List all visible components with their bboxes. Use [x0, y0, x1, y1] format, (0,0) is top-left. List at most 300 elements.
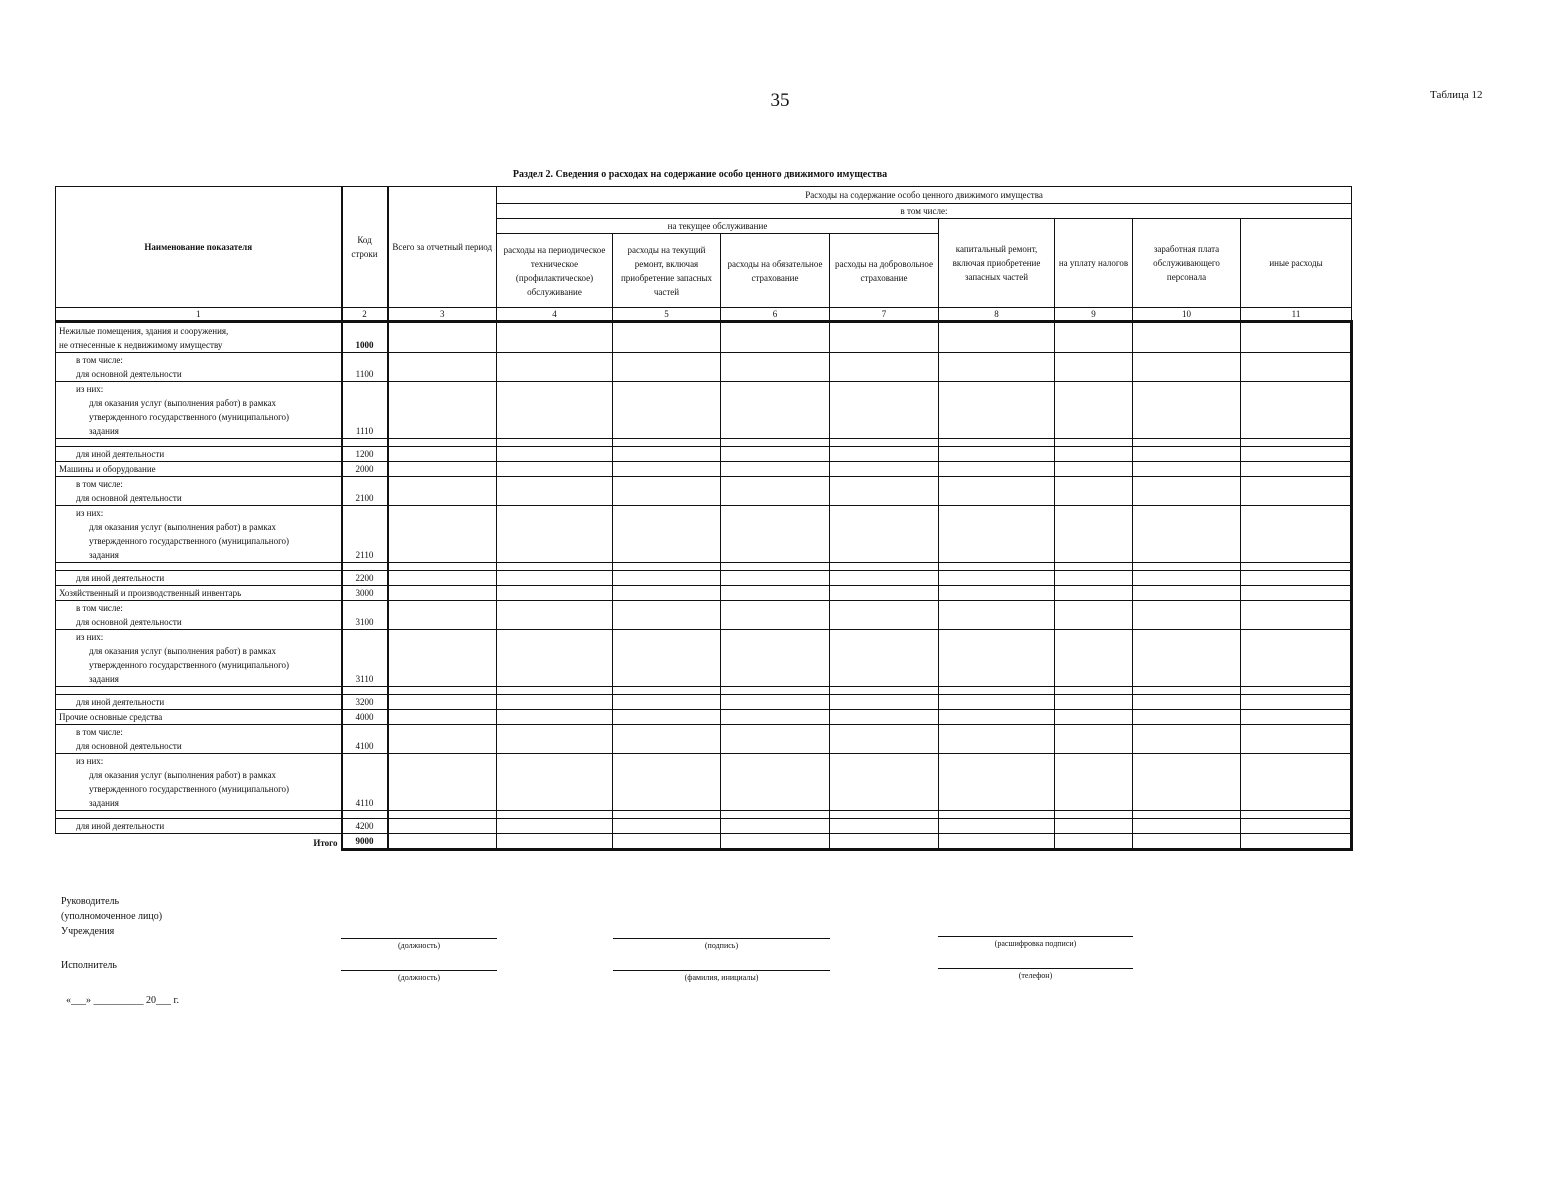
row-name-line: из них:	[76, 508, 104, 518]
value-cell[interactable]	[1133, 462, 1241, 477]
spacer-cell	[939, 687, 1055, 695]
row-name-line: из них:	[76, 756, 104, 766]
value-cell[interactable]	[388, 447, 497, 462]
table-row	[56, 819, 1352, 834]
row-name	[56, 834, 342, 850]
value-cell[interactable]	[1241, 710, 1352, 725]
value-cell[interactable]	[1241, 725, 1352, 754]
spacer-cell	[388, 563, 497, 571]
spacer-cell	[830, 439, 939, 447]
value-cell[interactable]	[497, 322, 613, 353]
table-row	[56, 630, 1352, 687]
row-code: 9000	[342, 834, 388, 850]
spacer-cell	[497, 687, 613, 695]
spacer-cell	[613, 687, 721, 695]
row-code: 4200	[342, 819, 388, 834]
value-cell[interactable]	[721, 382, 830, 439]
executor-name-line[interactable]	[613, 970, 830, 971]
col-number: 11	[1241, 308, 1352, 322]
value-cell[interactable]	[1241, 630, 1352, 687]
value-cell[interactable]	[1241, 322, 1352, 353]
spacer-cell	[1241, 563, 1352, 571]
col-number: 4	[497, 308, 613, 322]
row-name-line: утвержденного государственного (муниципального)	[89, 660, 290, 670]
spacer-cell	[388, 811, 497, 819]
spacer-cell	[1055, 563, 1133, 571]
row-name-line: утвержденного государственного (муниципального)	[89, 784, 290, 794]
spacer-cell	[497, 439, 613, 447]
value-cell[interactable]	[721, 506, 830, 563]
value-cell[interactable]	[830, 695, 939, 710]
value-cell[interactable]	[721, 695, 830, 710]
value-cell[interactable]	[497, 586, 613, 601]
value-cell[interactable]	[939, 353, 1055, 382]
value-cell[interactable]	[613, 477, 721, 506]
value-cell[interactable]	[1055, 710, 1133, 725]
row-name-line: Нежилые помещения, здания и сооружения,	[59, 326, 229, 336]
row-name-line: для иной деятельности	[76, 697, 165, 707]
value-cell[interactable]	[1055, 506, 1133, 563]
value-cell[interactable]	[613, 586, 721, 601]
value-cell[interactable]	[497, 353, 613, 382]
value-cell[interactable]	[1055, 571, 1133, 586]
spacer-row	[56, 439, 1352, 447]
spacer-row	[56, 563, 1352, 571]
row-code: 1000	[342, 322, 388, 353]
spacer-cell	[939, 439, 1055, 447]
value-cell[interactable]	[939, 462, 1055, 477]
value-cell[interactable]	[721, 725, 830, 754]
row-name	[56, 447, 342, 462]
row-name-line: в том числе:	[76, 603, 123, 613]
row-name	[56, 506, 342, 563]
spacer-cell	[830, 687, 939, 695]
value-cell[interactable]	[830, 725, 939, 754]
spacer-cell	[830, 811, 939, 819]
value-cell[interactable]	[497, 447, 613, 462]
spacer-cell	[342, 687, 388, 695]
header-col4: расходы на периодическое техническое (профилактическое) обслуживание	[497, 234, 613, 308]
executor-phone-line[interactable]	[938, 968, 1133, 969]
value-cell[interactable]	[1055, 477, 1133, 506]
row-name	[56, 477, 342, 506]
row-code: 3100	[342, 601, 388, 630]
value-cell[interactable]	[1241, 571, 1352, 586]
value-cell[interactable]	[1133, 353, 1241, 382]
col-number: 2	[342, 308, 388, 322]
row-name-line: задания	[89, 798, 119, 808]
spacer-cell	[613, 563, 721, 571]
spacer-cell	[721, 439, 830, 447]
spacer-row	[56, 687, 1352, 695]
value-cell[interactable]	[613, 710, 721, 725]
spacer-cell	[342, 439, 388, 447]
value-cell[interactable]	[1241, 447, 1352, 462]
value-cell[interactable]	[830, 710, 939, 725]
header-col6: расходы на обязательное страхование	[721, 234, 830, 308]
spacer-cell	[1241, 439, 1352, 447]
value-cell[interactable]	[613, 462, 721, 477]
value-cell[interactable]	[1055, 834, 1133, 850]
value-cell[interactable]	[830, 477, 939, 506]
value-cell[interactable]	[497, 462, 613, 477]
value-cell[interactable]	[830, 506, 939, 563]
row-code: 2110	[342, 506, 388, 563]
value-cell[interactable]	[613, 506, 721, 563]
row-name	[56, 695, 342, 710]
value-cell[interactable]	[1133, 477, 1241, 506]
spacer-cell	[1055, 811, 1133, 819]
spacer-cell	[1055, 439, 1133, 447]
table-row	[56, 322, 1352, 353]
spacer-cell	[342, 563, 388, 571]
value-cell[interactable]	[1055, 447, 1133, 462]
page-number: 35	[770, 90, 790, 111]
value-cell[interactable]	[721, 571, 830, 586]
spacer-cell	[1133, 687, 1241, 695]
table-row	[56, 586, 1352, 601]
row-name	[56, 754, 342, 811]
row-name-line: задания	[89, 550, 119, 560]
col-number: 8	[939, 308, 1055, 322]
value-cell[interactable]	[613, 630, 721, 687]
row-name-line: для оказания услуг (выполнения работ) в рамках	[89, 770, 277, 780]
value-cell[interactable]	[613, 834, 721, 850]
row-name-line: для оказания услуг (выполнения работ) в рамках	[89, 522, 277, 532]
col-number: 10	[1133, 308, 1241, 322]
value-cell[interactable]	[1133, 506, 1241, 563]
value-cell[interactable]	[721, 834, 830, 850]
row-name	[56, 462, 342, 477]
value-cell[interactable]	[1241, 382, 1352, 439]
row-name-line: Прочие основные средства	[59, 712, 163, 722]
value-cell[interactable]	[721, 477, 830, 506]
value-cell[interactable]	[1241, 506, 1352, 563]
value-cell[interactable]	[613, 725, 721, 754]
value-cell[interactable]	[613, 353, 721, 382]
value-cell[interactable]	[613, 695, 721, 710]
value-cell[interactable]	[1133, 322, 1241, 353]
head-institution: Учреждения	[61, 926, 115, 937]
spacer-cell	[613, 439, 721, 447]
value-cell[interactable]	[830, 586, 939, 601]
header-col11: иные расходы	[1241, 219, 1352, 308]
header-group-title: Расходы на содержание особо ценного движимого имущества	[497, 187, 1352, 204]
value-cell[interactable]	[497, 710, 613, 725]
value-cell[interactable]	[1133, 586, 1241, 601]
row-name-line: для иной деятельности	[76, 821, 165, 831]
value-cell[interactable]	[1241, 601, 1352, 630]
value-cell[interactable]	[830, 382, 939, 439]
value-cell[interactable]	[939, 382, 1055, 439]
value-cell[interactable]	[721, 601, 830, 630]
row-name	[56, 382, 342, 439]
value-cell[interactable]	[613, 447, 721, 462]
row-name-line: из них:	[76, 632, 104, 642]
spacer-cell	[1241, 811, 1352, 819]
row-name-line: для основной деятельности	[76, 617, 182, 627]
value-cell[interactable]	[1055, 462, 1133, 477]
value-cell[interactable]	[388, 506, 497, 563]
row-code: 4100	[342, 725, 388, 754]
row-name-line: Итого	[313, 837, 338, 848]
executor-phone-caption: (телефон)	[1018, 971, 1053, 980]
spacer-cell	[388, 687, 497, 695]
value-cell[interactable]	[497, 601, 613, 630]
value-cell[interactable]	[830, 571, 939, 586]
spacer-cell	[1241, 687, 1352, 695]
spacer-cell	[497, 563, 613, 571]
spacer-cell	[613, 811, 721, 819]
head-title: Руководитель	[61, 896, 120, 907]
spacer-cell	[388, 439, 497, 447]
value-cell[interactable]	[721, 819, 830, 834]
spacer-row	[56, 811, 1352, 819]
row-name-line: для основной деятельности	[76, 369, 182, 379]
row-code: 3110	[342, 630, 388, 687]
value-cell[interactable]	[388, 710, 497, 725]
value-cell[interactable]	[388, 601, 497, 630]
col-number: 5	[613, 308, 721, 322]
header-col7: расходы на добровольное страхование	[830, 234, 939, 308]
executor-position-line[interactable]	[341, 970, 497, 971]
head-title-note: (уполномоченное лицо)	[61, 911, 163, 922]
head-decoding-line[interactable]	[938, 936, 1133, 937]
value-cell[interactable]	[388, 725, 497, 754]
value-cell[interactable]	[1055, 630, 1133, 687]
value-cell[interactable]	[1241, 695, 1352, 710]
value-cell[interactable]	[830, 447, 939, 462]
value-cell[interactable]	[830, 630, 939, 687]
row-code: 1200	[342, 447, 388, 462]
value-cell[interactable]	[613, 601, 721, 630]
value-cell[interactable]	[613, 754, 721, 811]
value-cell[interactable]	[939, 819, 1055, 834]
header-current-service: на текущее обслуживание	[497, 219, 939, 234]
value-cell[interactable]	[830, 462, 939, 477]
value-cell[interactable]	[1241, 462, 1352, 477]
head-signature-line[interactable]	[613, 938, 830, 939]
table-row	[56, 601, 1352, 630]
value-cell[interactable]	[939, 695, 1055, 710]
value-cell[interactable]	[1133, 382, 1241, 439]
value-cell[interactable]	[721, 754, 830, 811]
row-name-line: для оказания услуг (выполнения работ) в рамках	[89, 398, 277, 408]
spacer-cell	[1055, 687, 1133, 695]
table-row	[56, 462, 1352, 477]
row-name-line: в том числе:	[76, 727, 123, 737]
value-cell[interactable]	[939, 322, 1055, 353]
value-cell[interactable]	[939, 725, 1055, 754]
value-cell[interactable]	[939, 586, 1055, 601]
spacer-cell	[721, 563, 830, 571]
table-label: Таблица 12	[1430, 89, 1483, 101]
value-cell[interactable]	[1133, 725, 1241, 754]
value-cell[interactable]	[1055, 754, 1133, 811]
col-number: 7	[830, 308, 939, 322]
row-name-line: утвержденного государственного (муниципального)	[89, 412, 290, 422]
spacer-cell	[939, 811, 1055, 819]
value-cell[interactable]	[939, 630, 1055, 687]
value-cell[interactable]	[939, 834, 1055, 850]
value-cell[interactable]	[830, 754, 939, 811]
value-cell[interactable]	[939, 710, 1055, 725]
value-cell[interactable]	[1055, 322, 1133, 353]
value-cell[interactable]	[721, 322, 830, 353]
row-name-line: задания	[89, 426, 119, 436]
value-cell[interactable]	[1133, 601, 1241, 630]
spacer-cell	[1133, 439, 1241, 447]
value-cell[interactable]	[721, 630, 830, 687]
row-name-line: для основной деятельности	[76, 741, 182, 751]
expenses-table	[55, 186, 1353, 851]
col-number: 9	[1055, 308, 1133, 322]
spacer-cell	[56, 687, 342, 695]
value-cell[interactable]	[830, 834, 939, 850]
head-decoding-caption: (расшифровка подписи)	[994, 939, 1077, 948]
value-cell[interactable]	[497, 477, 613, 506]
spacer-cell	[56, 563, 342, 571]
value-cell[interactable]	[1055, 601, 1133, 630]
value-cell[interactable]	[1241, 754, 1352, 811]
value-cell[interactable]	[721, 710, 830, 725]
value-cell[interactable]	[1241, 477, 1352, 506]
row-name-line: из них:	[76, 384, 104, 394]
row-code: 2200	[342, 571, 388, 586]
table-row	[56, 506, 1352, 563]
value-cell[interactable]	[939, 601, 1055, 630]
value-cell[interactable]	[497, 630, 613, 687]
value-cell[interactable]	[1055, 353, 1133, 382]
value-cell[interactable]	[1055, 725, 1133, 754]
value-cell[interactable]	[388, 754, 497, 811]
value-cell[interactable]	[1055, 695, 1133, 710]
table-row	[56, 695, 1352, 710]
value-cell[interactable]	[1133, 630, 1241, 687]
value-cell[interactable]	[497, 754, 613, 811]
header-col9: на уплату налогов	[1055, 219, 1133, 308]
row-name-line: Хозяйственный и производственный инвентарь	[59, 588, 242, 598]
executor-name-caption: (фамилия, инициалы)	[684, 973, 759, 982]
row-name	[56, 586, 342, 601]
value-cell[interactable]	[388, 571, 497, 586]
row-code: 1110	[342, 382, 388, 439]
head-position-line[interactable]	[341, 938, 497, 939]
value-cell[interactable]	[388, 695, 497, 710]
date-line[interactable]: «___» __________ 20___ г.	[66, 995, 179, 1006]
value-cell[interactable]	[721, 353, 830, 382]
value-cell[interactable]	[497, 834, 613, 850]
value-cell[interactable]	[1133, 819, 1241, 834]
value-cell[interactable]	[613, 819, 721, 834]
value-cell[interactable]	[613, 382, 721, 439]
table-row	[56, 571, 1352, 586]
value-cell[interactable]	[830, 353, 939, 382]
value-cell[interactable]	[497, 506, 613, 563]
value-cell[interactable]	[939, 447, 1055, 462]
table-row	[56, 477, 1352, 506]
row-code: 1100	[342, 353, 388, 382]
header-total-col: Всего за отчетный период	[388, 187, 497, 308]
table-row	[56, 834, 1352, 850]
value-cell[interactable]	[1133, 695, 1241, 710]
table-row	[56, 353, 1352, 382]
value-cell[interactable]	[830, 601, 939, 630]
value-cell[interactable]	[939, 477, 1055, 506]
row-name	[56, 353, 342, 382]
col-number: 1	[56, 308, 342, 322]
spacer-cell	[721, 687, 830, 695]
value-cell[interactable]	[1133, 447, 1241, 462]
value-cell[interactable]	[1055, 382, 1133, 439]
value-cell[interactable]	[1133, 834, 1241, 850]
value-cell[interactable]	[497, 382, 613, 439]
spacer-cell	[939, 563, 1055, 571]
value-cell[interactable]	[388, 322, 497, 353]
value-cell[interactable]	[388, 630, 497, 687]
row-name	[56, 322, 342, 353]
spacer-cell	[830, 563, 939, 571]
value-cell[interactable]	[830, 322, 939, 353]
value-cell[interactable]	[388, 462, 497, 477]
value-cell[interactable]	[1055, 819, 1133, 834]
value-cell[interactable]	[613, 571, 721, 586]
row-name	[56, 630, 342, 687]
value-cell[interactable]	[1241, 353, 1352, 382]
value-cell[interactable]	[939, 754, 1055, 811]
value-cell[interactable]	[1055, 586, 1133, 601]
value-cell[interactable]	[388, 819, 497, 834]
value-cell[interactable]	[939, 506, 1055, 563]
row-name	[56, 601, 342, 630]
value-cell[interactable]	[830, 819, 939, 834]
value-cell[interactable]	[721, 586, 830, 601]
value-cell[interactable]	[1133, 754, 1241, 811]
head-position-caption: (должность)	[398, 941, 440, 950]
table-row	[56, 447, 1352, 462]
value-cell[interactable]	[613, 322, 721, 353]
col-number: 3	[388, 308, 497, 322]
value-cell[interactable]	[497, 695, 613, 710]
value-cell[interactable]	[721, 462, 830, 477]
value-cell[interactable]	[1241, 834, 1352, 850]
value-cell[interactable]	[388, 834, 497, 850]
value-cell[interactable]	[1241, 586, 1352, 601]
value-cell[interactable]	[1133, 571, 1241, 586]
table-row	[56, 754, 1352, 811]
value-cell[interactable]	[388, 586, 497, 601]
value-cell[interactable]	[721, 447, 830, 462]
value-cell[interactable]	[497, 571, 613, 586]
row-name	[56, 819, 342, 834]
value-cell[interactable]	[1241, 819, 1352, 834]
row-name	[56, 710, 342, 725]
value-cell[interactable]	[939, 571, 1055, 586]
value-cell[interactable]	[497, 819, 613, 834]
row-code: 4110	[342, 754, 388, 811]
header-code-col: Код строки	[342, 187, 388, 308]
row-code: 4000	[342, 710, 388, 725]
spacer-cell	[56, 439, 342, 447]
value-cell[interactable]	[1133, 710, 1241, 725]
value-cell[interactable]	[388, 477, 497, 506]
section-title: Раздел 2. Сведения о расходах на содержание особо ценного движимого имущества	[512, 169, 888, 180]
row-name-line: задания	[89, 674, 119, 684]
value-cell[interactable]	[388, 353, 497, 382]
value-cell[interactable]	[388, 382, 497, 439]
executor-position-caption: (должность)	[398, 973, 440, 982]
value-cell[interactable]	[497, 725, 613, 754]
